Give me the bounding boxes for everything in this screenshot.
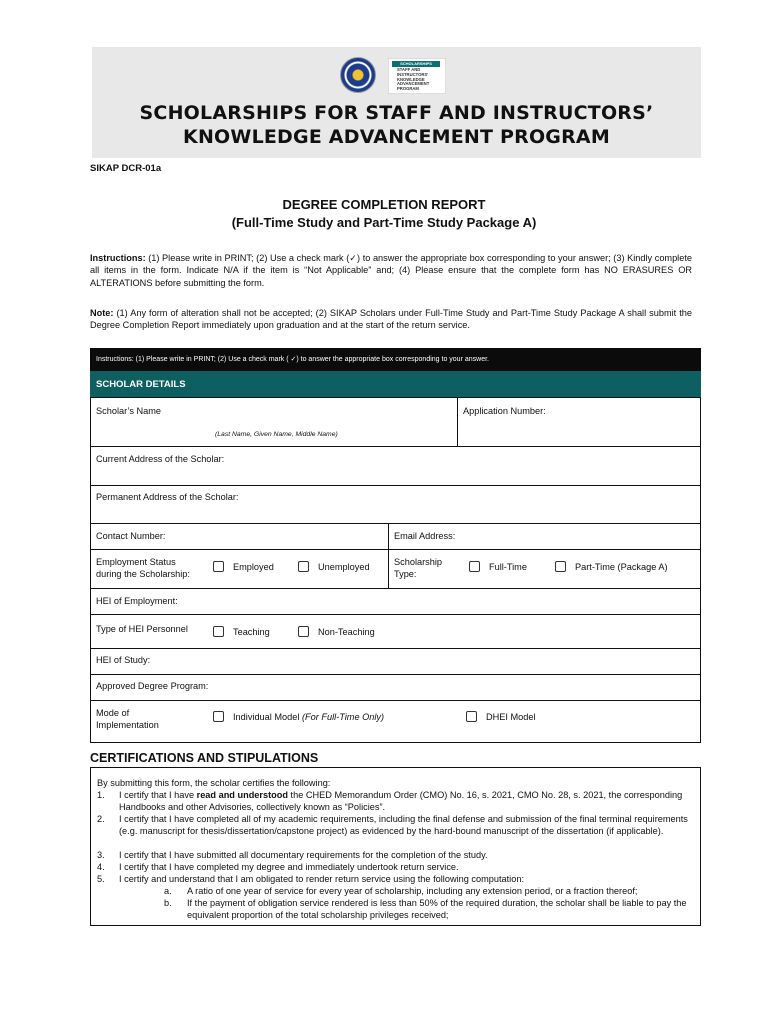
employed-option-label: Employed (233, 562, 274, 572)
document-code: SIKAP DCR-01a (90, 163, 162, 174)
row-divider (91, 700, 700, 701)
teaching-option-label: Teaching (233, 627, 270, 637)
program-title (92, 101, 701, 149)
employment-status-label: Employment Status during the Scholarship: (96, 557, 190, 579)
certification-item-5: I certify and understand that I am obligated to render return service using the following computation: (119, 874, 524, 884)
scholar-details-form (90, 397, 701, 743)
teaching-checkbox[interactable] (213, 626, 224, 637)
hei-personnel-type-label: Type of HEI Personnel (96, 624, 188, 634)
instructions-text: (1) Please write in PRINT; (2) Use a check mark (✓) to answer the appropriate box corresponding to your answer; (3) Kindly complete all items in the form. Indicate N/A if the item is “Not Applicable” and; (4) Please ensure that the complete form has NO ERASURES OR ALTERATIONS before submitting the form. (90, 253, 692, 288)
certifications-intro: By submitting this form, the scholar certifies the following: (97, 778, 331, 788)
row-divider (91, 549, 700, 550)
logo-tag: SCHOLARSHIPS (392, 61, 440, 67)
individual-model-note: (For Full-Time Only) (301, 712, 385, 722)
hei-employment-label: HEI of Employment: (96, 596, 178, 606)
item-number: 3. (97, 850, 105, 860)
permanent-address-label: Permanent Address of the Scholar: (96, 492, 239, 502)
row-divider (91, 523, 700, 524)
certification-item-4: I certify that I have completed my degree and immediately undertook return service. (119, 862, 459, 872)
instructions-label: Instructions: (90, 253, 146, 263)
column-divider (388, 523, 389, 588)
individual-model-checkbox[interactable] (213, 711, 224, 722)
certification-sub-item-b: If the payment of obligation service rendered is less than 50% of the required duration, the scholar shall be liable to pay the equivalent proportion of the total scholarship privileges received; (187, 898, 687, 920)
part-time-option-label: Part-Time (Package A) (575, 562, 668, 572)
certification-sub-item-a: A ratio of one year of service for every year of scholarship, including any extension period, or a fraction thereof; (187, 886, 638, 896)
row-divider (91, 588, 700, 589)
current-address-label: Current Address of the Scholar: (96, 454, 225, 464)
item-number: 4. (97, 862, 105, 872)
unemployed-checkbox[interactable] (298, 561, 309, 572)
certification-item-3: I certify that I have submitted all documentary requirements for the completion of the study. (119, 850, 488, 860)
certification-item-1 (119, 789, 694, 813)
individual-model-text: Individual Model (233, 712, 300, 722)
scholar-details-header: SCHOLAR DETAILS (90, 371, 701, 398)
note-text: (1) Any form of alteration shall not be accepted; (2) SIKAP Scholars under Full-Time Study and Part-Time Study Package A shall submit the Degree Completion Report immediately upon graduation and at the start of the return service. (90, 308, 692, 331)
form-instructions-bar: Instructions: (1) Please write in PRINT; (2) Use a check mark ( ✓) to answer the appropriate box corresponding to your answer. (90, 348, 701, 371)
hei-study-label: HEI of Study: (96, 655, 151, 665)
scholar-name-label: Scholar’s Name (96, 406, 162, 416)
mode-of-implementation-label: Mode of Implementation (96, 708, 159, 730)
sub-item-letter: a. (164, 886, 172, 896)
sikap-logo (388, 58, 446, 94)
ched-seal-logo (340, 57, 376, 93)
certifications-box (90, 767, 701, 926)
item1-bold: read and understood (196, 790, 288, 800)
full-time-option-label: Full-Time (489, 562, 527, 572)
non-teaching-checkbox[interactable] (298, 626, 309, 637)
unemployed-option-label: Unemployed (318, 562, 370, 572)
report-subtitle: (Full-Time Study and Part-Time Study Package A) (231, 215, 537, 230)
row-divider (91, 674, 700, 675)
item1-post: the CHED Memorandum Order (CMO) No. 16, s. 2021, CMO No. 28, s. 2021, the corresponding Handbooks and other Advisories, collectively known as “Policies”. (119, 790, 683, 812)
instructions-paragraph (90, 252, 692, 289)
email-address-label: Email Address: (394, 531, 456, 541)
degree-program-label: Approved Degree Program: (96, 681, 209, 691)
individual-model-option-label (233, 712, 384, 723)
column-divider (457, 398, 458, 446)
row-divider (91, 485, 700, 486)
note-paragraph (90, 307, 692, 332)
row-divider (91, 648, 700, 649)
program-title-line1: SCHOLARSHIPS FOR STAFF AND INSTRUCTORS’ (139, 102, 654, 124)
item-number: 2. (97, 814, 105, 824)
application-number-label: Application Number: (463, 406, 546, 416)
note-label: Note: (90, 308, 114, 318)
part-time-checkbox[interactable] (555, 561, 566, 572)
dhei-model-option-label: DHEI Model (486, 712, 536, 722)
item-number: 5. (97, 874, 105, 884)
row-divider (91, 446, 700, 447)
non-teaching-option-label: Non-Teaching (318, 627, 375, 637)
contact-number-label: Contact Number: (96, 531, 166, 541)
certification-item-2: I certify that I have completed all of my academic requirements, including the final defense and submission of the final terminal requirements (e.g. manuscript for thesis/dissertation/capstone project) as evidenced by the hard-bound manuscript of the dissertation (if applicable). (119, 814, 688, 836)
full-time-checkbox[interactable] (469, 561, 480, 572)
program-title-line2: KNOWLEDGE ADVANCEMENT PROGRAM (183, 126, 610, 148)
row-divider (91, 614, 700, 615)
sub-item-letter: b. (164, 898, 172, 908)
item-number: 1. (97, 790, 105, 800)
report-title: DEGREE COMPLETION REPORT (282, 197, 486, 212)
scholarship-type-label: Scholarship Type: (394, 557, 443, 579)
dhei-model-checkbox[interactable] (466, 711, 477, 722)
certifications-heading: CERTIFICATIONS AND STIPULATIONS (90, 751, 319, 765)
item1-pre: I certify that I have (119, 790, 197, 800)
logo-text: STAFF AND INSTRUCTORS' KNOWLEDGE ADVANCEMENT PROGRAM (397, 67, 430, 92)
employed-checkbox[interactable] (213, 561, 224, 572)
name-format-hint: (Last Name, Given Name, Middle Name) (215, 431, 338, 438)
